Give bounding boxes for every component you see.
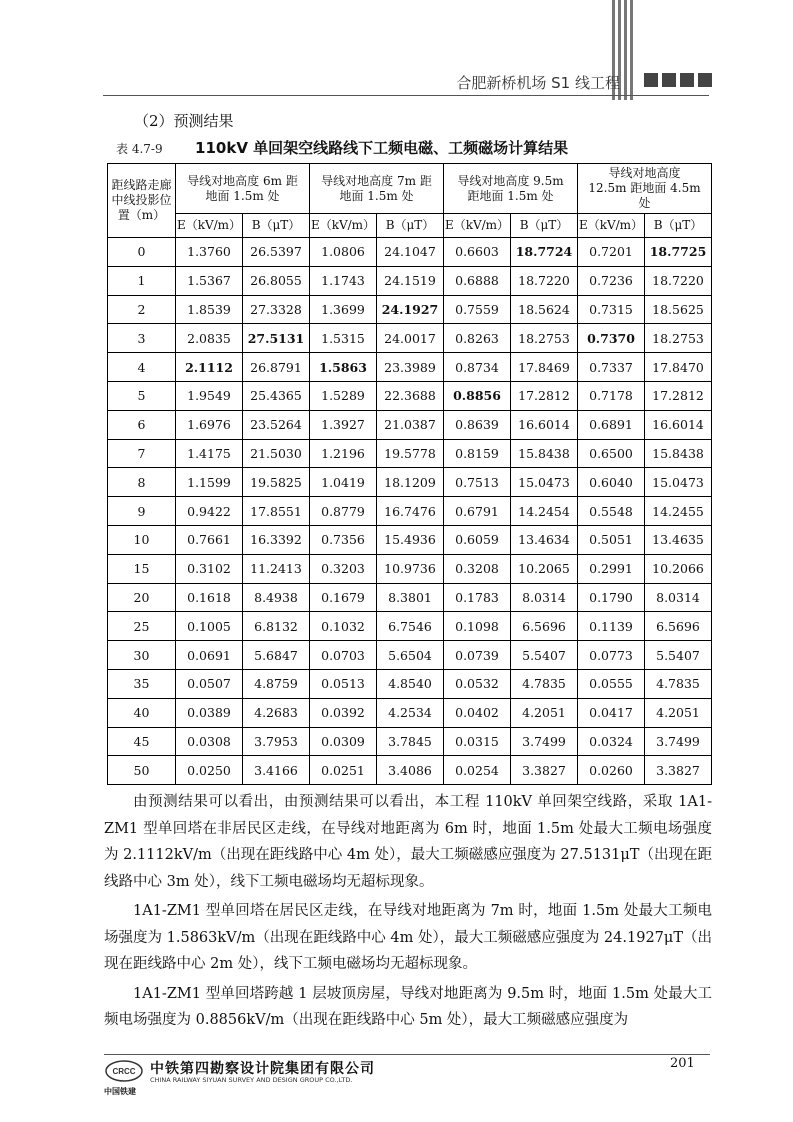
b-value-cell: 18.5625 (645, 295, 712, 324)
e-value-cell: 1.3699 (310, 295, 377, 324)
table-row (108, 381, 712, 410)
table-row (108, 727, 712, 756)
b-value-cell: 5.5407 (645, 641, 712, 670)
b-value-cell: 17.2812 (511, 381, 578, 410)
e-value-cell: 0.0392 (310, 698, 377, 727)
e-value-cell: 0.9422 (176, 497, 243, 526)
b-value-cell: 17.8551 (243, 497, 310, 526)
position-cell: 30 (108, 641, 176, 670)
b-value-cell: 21.5030 (243, 439, 310, 468)
sub-header-e: E（kV/m） (310, 214, 377, 238)
paragraph: 1A1-ZM1 型单回塔在居民区走线，在导线对地距离为 7m 时，地面 1.5m 处最大工频电场强度为 1.5863kV/m（出现在距线路中心 4m 处），最大工频磁感应强度为 24.1927μT（出现在距线路中心 2m 处），线下工频电磁场均无超标现象。 (104, 903, 712, 972)
e-value-cell: 0.1783 (444, 583, 511, 612)
b-value-cell: 3.7499 (511, 727, 578, 756)
e-value-cell: 1.6976 (176, 410, 243, 439)
position-cell: 3 (108, 324, 176, 353)
table-row (108, 439, 712, 468)
e-value-cell: 0.1032 (310, 612, 377, 641)
table-row (108, 497, 712, 526)
position-cell: 4 (108, 353, 176, 382)
b-value-cell: 27.5131 (243, 324, 310, 353)
table-row (108, 295, 712, 324)
e-value-cell: 1.9549 (176, 381, 243, 410)
e-value-cell: 0.0513 (310, 669, 377, 698)
b-value-cell: 23.5264 (243, 410, 310, 439)
footer-rule (104, 1054, 710, 1055)
paragraph: 由预测结果可以看出，由预测结果可以看出，本工程 110kV 单回架空线路，采取 1A1-ZM1 型单回塔在非居民区走线，在导线对地距离为 6m 时，地面 1.5m 处最大工频电场强度为 2.1112kV/m（出现在距线路中心 4m 处），最大工频磁感应强度为 27.5131μT（出现在距线路中心 3m 处），线下工频电磁场均无超标现象。 (104, 794, 712, 890)
e-value-cell: 0.0739 (444, 641, 511, 670)
table-row (108, 266, 712, 295)
e-value-cell: 0.6059 (444, 525, 511, 554)
b-value-cell: 15.8438 (645, 439, 712, 468)
table-row (108, 641, 712, 670)
group-header: 导线对地高度 6m 距地面 1.5m 处 (176, 164, 310, 214)
section-heading: （2）预测结果 (134, 112, 234, 130)
table-row (108, 410, 712, 439)
sub-header-e: E（kV/m） (444, 214, 511, 238)
e-value-cell: 0.0324 (578, 727, 645, 756)
e-value-cell: 0.1618 (176, 583, 243, 612)
position-cell: 10 (108, 525, 176, 554)
e-value-cell: 1.5315 (310, 324, 377, 353)
e-value-cell: 0.5051 (578, 525, 645, 554)
b-value-cell: 8.0314 (645, 583, 712, 612)
results-table (107, 163, 712, 785)
e-value-cell: 0.0260 (578, 756, 645, 785)
b-value-cell: 15.4936 (377, 525, 444, 554)
b-value-cell: 26.8055 (243, 266, 310, 295)
b-value-cell: 15.8438 (511, 439, 578, 468)
e-value-cell: 0.0308 (176, 727, 243, 756)
e-value-cell: 2.0835 (176, 324, 243, 353)
e-value-cell: 0.0691 (176, 641, 243, 670)
page-number: 201 (670, 1056, 695, 1071)
e-value-cell: 0.0250 (176, 756, 243, 785)
e-value-cell: 0.8856 (444, 381, 511, 410)
e-value-cell: 0.0251 (310, 756, 377, 785)
b-value-cell: 19.5778 (377, 439, 444, 468)
b-value-cell: 16.3392 (243, 525, 310, 554)
b-value-cell: 3.3827 (645, 756, 712, 785)
e-value-cell: 0.5548 (578, 497, 645, 526)
company-logo-icon (104, 1058, 144, 1084)
e-value-cell: 0.8779 (310, 497, 377, 526)
position-cell: 2 (108, 295, 176, 324)
b-value-cell: 15.0473 (645, 468, 712, 497)
e-value-cell: 0.1790 (578, 583, 645, 612)
b-value-cell: 5.6847 (243, 641, 310, 670)
b-value-cell: 10.9736 (377, 554, 444, 583)
e-value-cell: 0.0417 (578, 698, 645, 727)
e-value-cell: 0.6603 (444, 238, 511, 267)
paragraph: 1A1-ZM1 型单回塔跨越 1 层坡顶房屋，导线对地距离为 9.5m 时，地面 1.5m 处最大工频电场强度为 0.8856kV/m（出现在距线路中心 5m 处），最大工频磁感应强度为 (104, 985, 712, 1028)
b-value-cell: 10.2066 (645, 554, 712, 583)
position-cell: 15 (108, 554, 176, 583)
table-row (108, 583, 712, 612)
e-value-cell: 0.8159 (444, 439, 511, 468)
table-caption (116, 137, 716, 158)
e-value-cell: 1.4175 (176, 439, 243, 468)
b-value-cell: 6.5696 (645, 612, 712, 641)
b-value-cell: 16.6014 (645, 410, 712, 439)
b-value-cell: 22.3688 (377, 381, 444, 410)
b-value-cell: 5.5407 (511, 641, 578, 670)
e-value-cell: 1.8539 (176, 295, 243, 324)
e-value-cell: 1.0419 (310, 468, 377, 497)
b-value-cell: 8.4938 (243, 583, 310, 612)
b-value-cell: 4.2534 (377, 698, 444, 727)
position-cell: 6 (108, 410, 176, 439)
position-cell: 45 (108, 727, 176, 756)
b-value-cell: 11.2413 (243, 554, 310, 583)
e-value-cell: 0.0315 (444, 727, 511, 756)
position-cell: 20 (108, 583, 176, 612)
e-value-cell: 0.7513 (444, 468, 511, 497)
b-value-cell: 24.1047 (377, 238, 444, 267)
b-value-cell: 3.7845 (377, 727, 444, 756)
sub-header-b: B（μT） (511, 214, 578, 238)
position-cell: 9 (108, 497, 176, 526)
b-value-cell: 17.8470 (645, 353, 712, 382)
b-value-cell: 18.5624 (511, 295, 578, 324)
position-cell: 1 (108, 266, 176, 295)
b-value-cell: 18.7724 (511, 238, 578, 267)
e-value-cell: 0.6888 (444, 266, 511, 295)
b-value-cell: 3.4166 (243, 756, 310, 785)
e-value-cell: 0.6500 (578, 439, 645, 468)
e-value-cell: 0.8639 (444, 410, 511, 439)
e-value-cell: 0.6891 (578, 410, 645, 439)
b-value-cell: 4.7835 (511, 669, 578, 698)
table-title: 110kV 单回架空线路线下工频电磁、工频磁场计算结果 (195, 139, 569, 157)
b-value-cell: 4.8540 (377, 669, 444, 698)
table-row (108, 238, 712, 267)
b-value-cell: 8.3801 (377, 583, 444, 612)
b-value-cell: 13.4634 (511, 525, 578, 554)
b-value-cell: 16.7476 (377, 497, 444, 526)
e-value-cell: 0.7559 (444, 295, 511, 324)
e-value-cell: 1.1599 (176, 468, 243, 497)
e-value-cell: 0.0773 (578, 641, 645, 670)
table-row (108, 756, 712, 785)
sub-header-e: E（kV/m） (176, 214, 243, 238)
b-value-cell: 6.5696 (511, 612, 578, 641)
b-value-cell: 24.1927 (377, 295, 444, 324)
e-value-cell: 0.6791 (444, 497, 511, 526)
e-value-cell: 0.8263 (444, 324, 511, 353)
header-decor-squares (644, 72, 716, 88)
e-value-cell: 0.7370 (578, 324, 645, 353)
e-value-cell: 0.1139 (578, 612, 645, 641)
group-header: 导线对地高度 7m 距地面 1.5m 处 (310, 164, 444, 214)
position-cell: 8 (108, 468, 176, 497)
e-value-cell: 0.0309 (310, 727, 377, 756)
footer-company-en: CHINA RAILWAY SIYUAN SURVEY AND DESIGN GROUP CO.,LTD. (150, 1076, 353, 1084)
e-value-cell: 1.3927 (310, 410, 377, 439)
header-title: 合肥新桥机场 S1 线工程 (456, 74, 620, 92)
table-row (108, 554, 712, 583)
position-cell: 5 (108, 381, 176, 410)
e-value-cell: 0.8734 (444, 353, 511, 382)
e-value-cell: 0.0402 (444, 698, 511, 727)
table-row (108, 324, 712, 353)
e-value-cell: 0.1005 (176, 612, 243, 641)
e-value-cell: 1.2196 (310, 439, 377, 468)
b-value-cell: 26.8791 (243, 353, 310, 382)
e-value-cell: 0.1679 (310, 583, 377, 612)
e-value-cell: 0.6040 (578, 468, 645, 497)
b-value-cell: 8.0314 (511, 583, 578, 612)
e-value-cell: 0.7661 (176, 525, 243, 554)
sub-header-b: B（μT） (377, 214, 444, 238)
b-value-cell: 18.1209 (377, 468, 444, 497)
e-value-cell: 0.3102 (176, 554, 243, 583)
b-value-cell: 6.8132 (243, 612, 310, 641)
position-cell: 50 (108, 756, 176, 785)
b-value-cell: 16.6014 (511, 410, 578, 439)
e-value-cell: 2.1112 (176, 353, 243, 382)
b-value-cell: 21.0387 (377, 410, 444, 439)
e-value-cell: 0.7236 (578, 266, 645, 295)
e-value-cell: 1.5367 (176, 266, 243, 295)
e-value-cell: 0.7337 (578, 353, 645, 382)
logo-text: CRCC (112, 1067, 136, 1076)
b-value-cell: 13.4635 (645, 525, 712, 554)
b-value-cell: 23.3989 (377, 353, 444, 382)
b-value-cell: 6.7546 (377, 612, 444, 641)
table-row (108, 353, 712, 382)
b-value-cell: 3.7499 (645, 727, 712, 756)
b-value-cell: 17.2812 (645, 381, 712, 410)
e-value-cell: 1.5863 (310, 353, 377, 382)
footer-brand: 中国铁建 (104, 1087, 136, 1096)
b-value-cell: 3.7953 (243, 727, 310, 756)
body-text (104, 789, 712, 1037)
b-value-cell: 14.2454 (511, 497, 578, 526)
b-value-cell: 18.7220 (511, 266, 578, 295)
b-value-cell: 4.2051 (645, 698, 712, 727)
e-value-cell: 1.1743 (310, 266, 377, 295)
position-cell: 7 (108, 439, 176, 468)
footer-company: 中铁第四勘察设计院集团有限公司 (150, 1061, 375, 1077)
b-value-cell: 14.2455 (645, 497, 712, 526)
table-row (108, 525, 712, 554)
e-value-cell: 0.1098 (444, 612, 511, 641)
b-value-cell: 17.8469 (511, 353, 578, 382)
e-value-cell: 0.2991 (578, 554, 645, 583)
group-header: 导线对地高度 12.5m 距地面 4.5m 处 (578, 164, 712, 214)
b-value-cell: 24.0017 (377, 324, 444, 353)
table-row (108, 698, 712, 727)
b-value-cell: 18.7220 (645, 266, 712, 295)
b-value-cell: 5.6504 (377, 641, 444, 670)
position-cell: 25 (108, 612, 176, 641)
table-number: 表 4.7-9 (116, 142, 163, 156)
b-value-cell: 4.7835 (645, 669, 712, 698)
e-value-cell: 0.7201 (578, 238, 645, 267)
b-value-cell: 4.2683 (243, 698, 310, 727)
corner-header: 距线路走廊中线投影位置（m） (108, 164, 176, 238)
b-value-cell: 25.4365 (243, 381, 310, 410)
group-header: 导线对地高度 9.5m 距地面 1.5m 处 (444, 164, 578, 214)
b-value-cell: 24.1519 (377, 266, 444, 295)
table-body (108, 238, 712, 785)
sub-header-b: B（μT） (645, 214, 712, 238)
b-value-cell: 4.8759 (243, 669, 310, 698)
b-value-cell: 15.0473 (511, 468, 578, 497)
e-value-cell: 1.5289 (310, 381, 377, 410)
e-value-cell: 1.0806 (310, 238, 377, 267)
e-value-cell: 1.3760 (176, 238, 243, 267)
sub-header-b: B（μT） (243, 214, 310, 238)
b-value-cell: 19.5825 (243, 468, 310, 497)
table-row (108, 669, 712, 698)
position-cell: 0 (108, 238, 176, 267)
e-value-cell: 0.3203 (310, 554, 377, 583)
e-value-cell: 0.7356 (310, 525, 377, 554)
position-cell: 35 (108, 669, 176, 698)
b-value-cell: 10.2065 (511, 554, 578, 583)
position-cell: 40 (108, 698, 176, 727)
b-value-cell: 27.3328 (243, 295, 310, 324)
table-row (108, 468, 712, 497)
b-value-cell: 18.2753 (645, 324, 712, 353)
e-value-cell: 0.7178 (578, 381, 645, 410)
e-value-cell: 0.0507 (176, 669, 243, 698)
b-value-cell: 3.3827 (511, 756, 578, 785)
e-value-cell: 0.0703 (310, 641, 377, 670)
e-value-cell: 0.3208 (444, 554, 511, 583)
e-value-cell: 0.0254 (444, 756, 511, 785)
sub-header-e: E（kV/m） (578, 214, 645, 238)
b-value-cell: 4.2051 (511, 698, 578, 727)
header-rule (103, 95, 709, 96)
b-value-cell: 18.7725 (645, 238, 712, 267)
e-value-cell: 0.7315 (578, 295, 645, 324)
b-value-cell: 18.2753 (511, 324, 578, 353)
e-value-cell: 0.0555 (578, 669, 645, 698)
b-value-cell: 3.4086 (377, 756, 444, 785)
table-row (108, 612, 712, 641)
e-value-cell: 0.0389 (176, 698, 243, 727)
e-value-cell: 0.0532 (444, 669, 511, 698)
b-value-cell: 26.5397 (243, 238, 310, 267)
